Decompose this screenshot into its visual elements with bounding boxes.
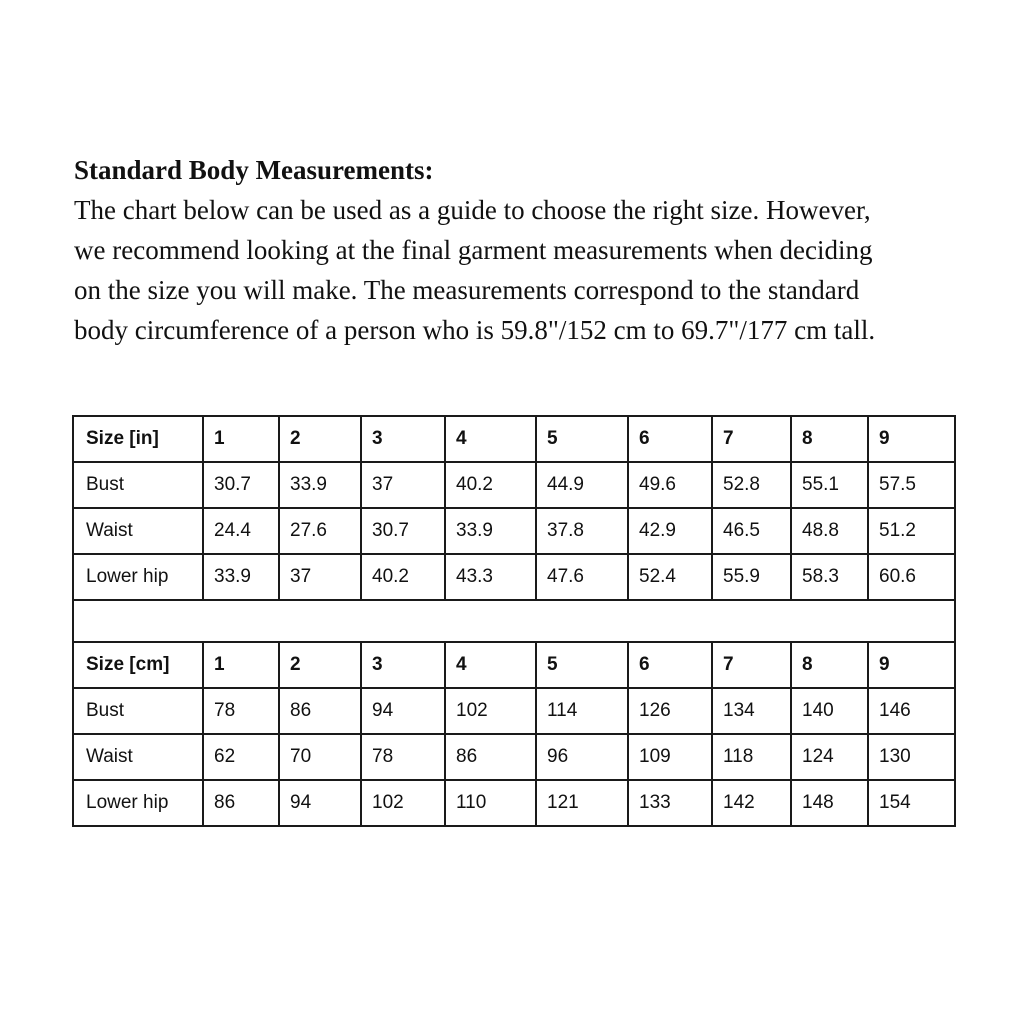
centimeters-data-row [73, 780, 955, 826]
value-cell: 37 [361, 462, 445, 508]
value-cell: 6 [628, 416, 712, 462]
value-cell: 62 [203, 734, 279, 780]
value-cell: 52.4 [628, 554, 712, 600]
intro-section [74, 150, 974, 350]
value-cell: 40.2 [361, 554, 445, 600]
value-cell: 48.8 [791, 508, 868, 554]
intro-line: we recommend looking at the final garment measurements when deciding [74, 235, 873, 265]
value-cell: 121 [536, 780, 628, 826]
value-cell: 37.8 [536, 508, 628, 554]
size-chart-table [72, 415, 956, 827]
value-cell: 110 [445, 780, 536, 826]
value-cell: 58.3 [791, 554, 868, 600]
value-cell: 94 [361, 688, 445, 734]
value-cell: 130 [868, 734, 955, 780]
row-label-cell: Bust [73, 688, 203, 734]
row-label-cell: Size [in] [73, 416, 203, 462]
row-label-cell: Size [cm] [73, 642, 203, 688]
value-cell: 78 [203, 688, 279, 734]
value-cell: 33.9 [203, 554, 279, 600]
row-label-cell: Bust [73, 462, 203, 508]
value-cell: 6 [628, 642, 712, 688]
page-title: Standard Body Measurements: [74, 155, 434, 185]
value-cell: 142 [712, 780, 791, 826]
spacer-cell [73, 600, 955, 642]
row-label-cell: Waist [73, 508, 203, 554]
value-cell: 114 [536, 688, 628, 734]
inches-data-row [73, 462, 955, 508]
value-cell: 8 [791, 642, 868, 688]
value-cell: 55.1 [791, 462, 868, 508]
intro-line: body circumference of a person who is 59.8"/152 cm to 69.7"/177 cm tall. [74, 315, 876, 345]
value-cell: 4 [445, 642, 536, 688]
value-cell: 40.2 [445, 462, 536, 508]
value-cell: 70 [279, 734, 361, 780]
value-cell: 102 [445, 688, 536, 734]
size-chart-body [73, 416, 955, 826]
value-cell: 44.9 [536, 462, 628, 508]
value-cell: 3 [361, 642, 445, 688]
value-cell: 43.3 [445, 554, 536, 600]
value-cell: 1 [203, 416, 279, 462]
value-cell: 37 [279, 554, 361, 600]
value-cell: 33.9 [445, 508, 536, 554]
intro-line: on the size you will make. The measurements correspond to the standard [74, 275, 860, 305]
value-cell: 8 [791, 416, 868, 462]
inches-data-row [73, 554, 955, 600]
value-cell: 2 [279, 416, 361, 462]
value-cell: 109 [628, 734, 712, 780]
value-cell: 133 [628, 780, 712, 826]
value-cell: 140 [791, 688, 868, 734]
value-cell: 94 [279, 780, 361, 826]
value-cell: 30.7 [361, 508, 445, 554]
value-cell: 1 [203, 642, 279, 688]
value-cell: 134 [712, 688, 791, 734]
value-cell: 60.6 [868, 554, 955, 600]
inches-header-row [73, 416, 955, 462]
value-cell: 154 [868, 780, 955, 826]
value-cell: 52.8 [712, 462, 791, 508]
value-cell: 49.6 [628, 462, 712, 508]
inches-data-row [73, 508, 955, 554]
row-label-cell: Lower hip [73, 780, 203, 826]
value-cell: 9 [868, 642, 955, 688]
value-cell: 27.6 [279, 508, 361, 554]
value-cell: 126 [628, 688, 712, 734]
value-cell: 146 [868, 688, 955, 734]
value-cell: 5 [536, 416, 628, 462]
value-cell: 86 [203, 780, 279, 826]
value-cell: 2 [279, 642, 361, 688]
row-label-cell: Waist [73, 734, 203, 780]
value-cell: 42.9 [628, 508, 712, 554]
value-cell: 86 [445, 734, 536, 780]
value-cell: 33.9 [279, 462, 361, 508]
value-cell: 24.4 [203, 508, 279, 554]
value-cell: 86 [279, 688, 361, 734]
value-cell: 51.2 [868, 508, 955, 554]
centimeters-data-row [73, 734, 955, 780]
value-cell: 78 [361, 734, 445, 780]
value-cell: 3 [361, 416, 445, 462]
value-cell: 5 [536, 642, 628, 688]
value-cell: 96 [536, 734, 628, 780]
value-cell: 7 [712, 416, 791, 462]
value-cell: 7 [712, 642, 791, 688]
value-cell: 118 [712, 734, 791, 780]
value-cell: 9 [868, 416, 955, 462]
value-cell: 148 [791, 780, 868, 826]
centimeters-header-row [73, 642, 955, 688]
centimeters-data-row [73, 688, 955, 734]
value-cell: 46.5 [712, 508, 791, 554]
row-label-cell: Lower hip [73, 554, 203, 600]
value-cell: 47.6 [536, 554, 628, 600]
table-spacer-row [73, 600, 955, 642]
value-cell: 4 [445, 416, 536, 462]
value-cell: 30.7 [203, 462, 279, 508]
value-cell: 102 [361, 780, 445, 826]
value-cell: 55.9 [712, 554, 791, 600]
value-cell: 57.5 [868, 462, 955, 508]
intro-line: The chart below can be used as a guide to choose the right size. However, [74, 195, 871, 225]
value-cell: 124 [791, 734, 868, 780]
